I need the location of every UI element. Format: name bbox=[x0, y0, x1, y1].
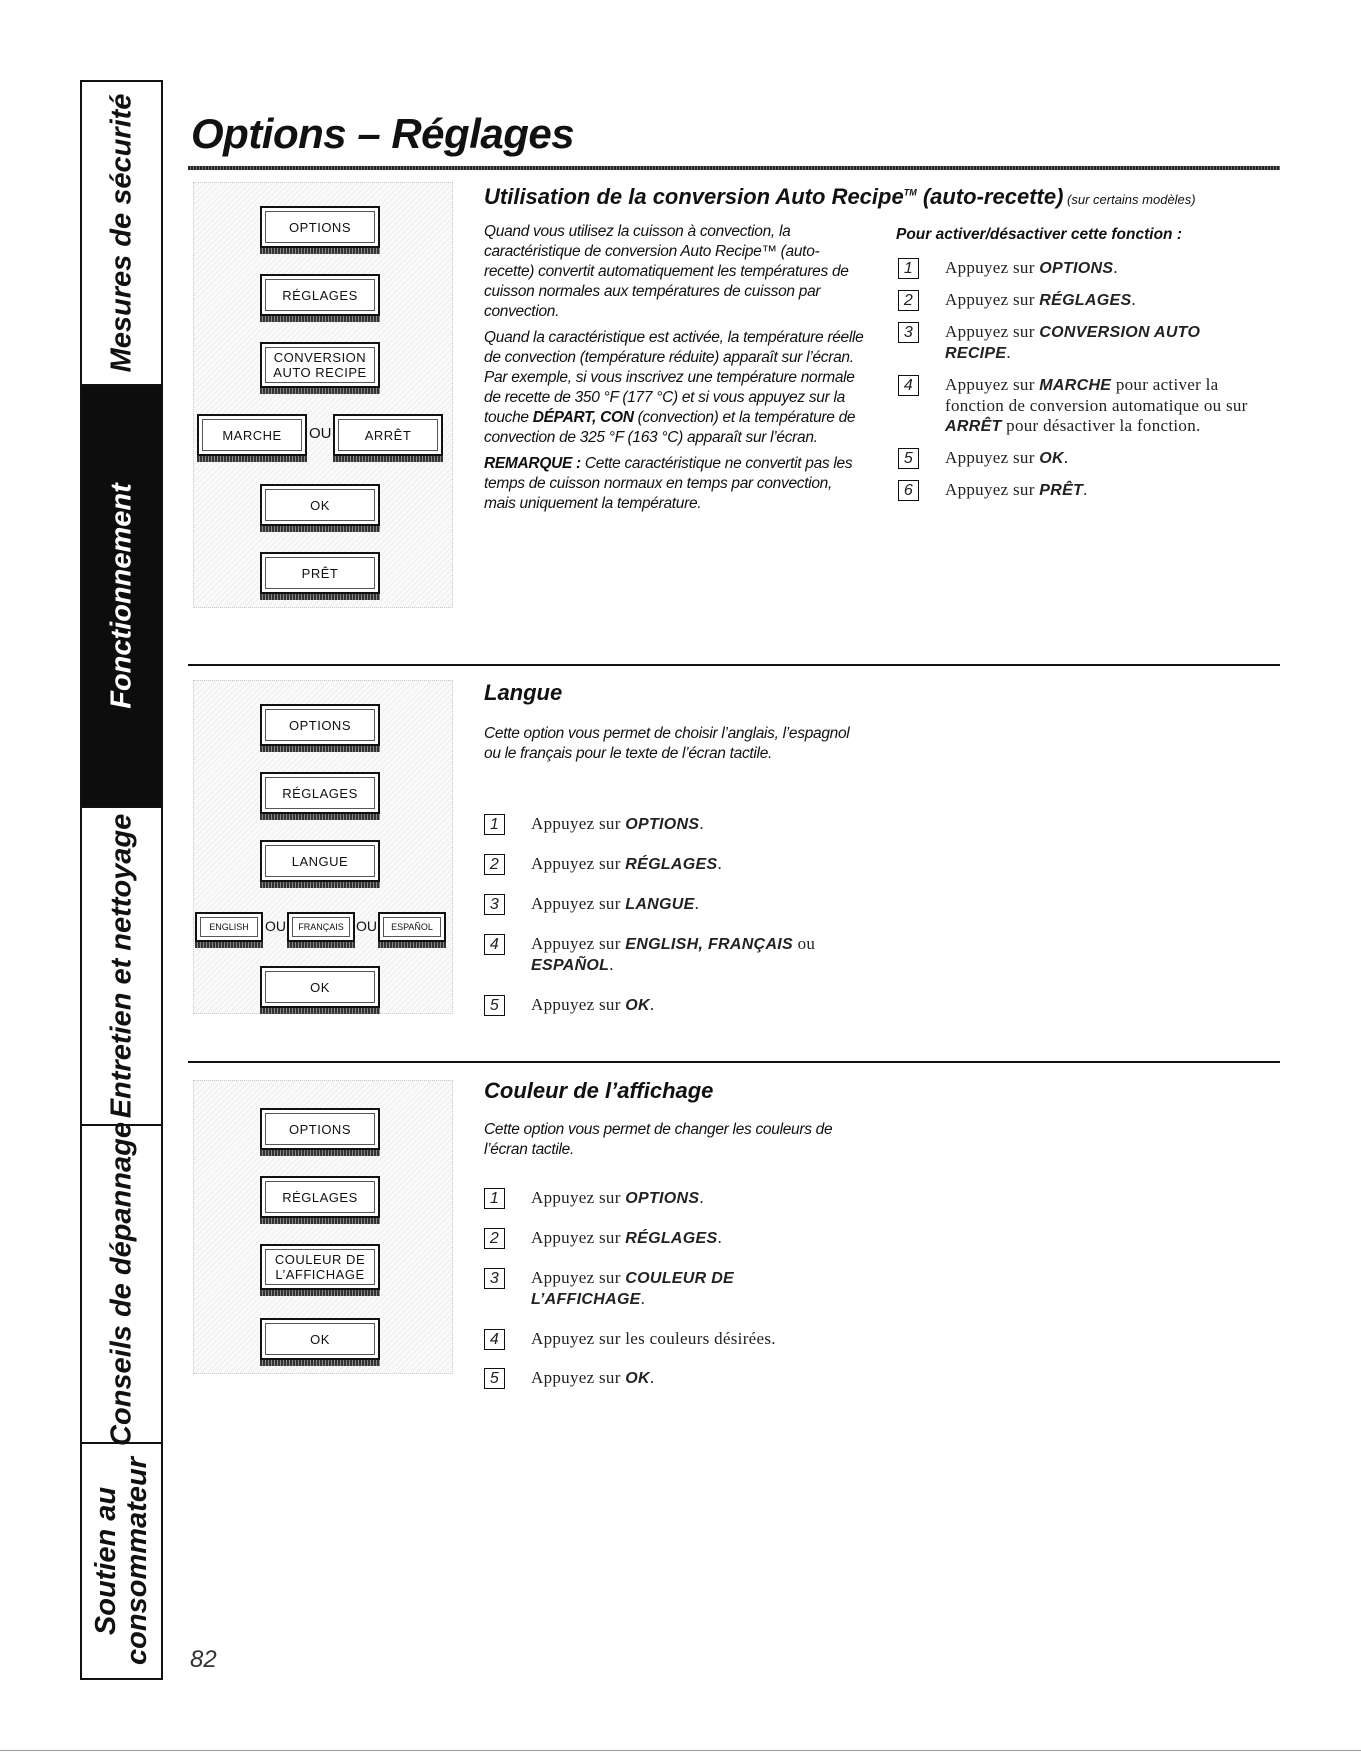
ou-separator: OU bbox=[265, 918, 286, 934]
step bbox=[484, 1368, 904, 1389]
pret-key-label: PRÊT bbox=[301, 565, 339, 581]
ok-key-label: OK bbox=[310, 497, 330, 513]
remark-text: Cette caractéristique ne convertit pas les temps de cuisson normaux en temps par convection, mais uniquement la température. bbox=[484, 455, 853, 512]
step-number: 4 bbox=[484, 1329, 505, 1350]
step-text: Appuyez sur bbox=[945, 322, 1040, 341]
step bbox=[484, 1188, 904, 1209]
section-divider bbox=[188, 664, 1280, 666]
reglages-key-label: RÉGLAGES bbox=[282, 1189, 358, 1205]
tab-label bbox=[91, 1457, 153, 1665]
step-number: 4 bbox=[898, 375, 919, 396]
conversion-auto-recipe-key[interactable] bbox=[260, 342, 380, 388]
marche-key-label: MARCHE bbox=[222, 427, 282, 443]
auto-recipe-heading-rest: (auto-recette) bbox=[916, 184, 1064, 209]
options-key-label: OPTIONS bbox=[288, 717, 351, 733]
step-text-end: . bbox=[1063, 448, 1069, 467]
couleur-description-text: Cette option vous permet de changer les couleurs de l’écran tactile. bbox=[484, 1121, 833, 1158]
step-number: 5 bbox=[484, 995, 505, 1016]
step-text: Appuyez sur bbox=[531, 1228, 626, 1247]
auto-recipe-steps bbox=[898, 258, 1268, 512]
step bbox=[484, 814, 904, 835]
models-note: (sur certains modèles) bbox=[1063, 192, 1196, 207]
title-rule bbox=[188, 166, 1280, 170]
ok-key[interactable] bbox=[260, 484, 380, 526]
step-number: 2 bbox=[484, 854, 505, 875]
auto-recipe-para2 bbox=[484, 328, 864, 448]
options-key[interactable] bbox=[260, 206, 380, 248]
ou-separator: OU bbox=[309, 425, 332, 442]
step-key: ENGLISH, FRANÇAIS bbox=[625, 936, 794, 953]
tab-label-line2: consommateur bbox=[120, 1457, 153, 1665]
step-text-end: . bbox=[699, 814, 704, 833]
langue-description bbox=[484, 724, 864, 770]
step-key: ESPAÑOL bbox=[531, 957, 610, 974]
tab-fonctionnement[interactable] bbox=[82, 386, 161, 808]
step-text-end: . bbox=[717, 1228, 723, 1247]
step bbox=[484, 854, 904, 875]
couleur-steps bbox=[484, 1188, 904, 1408]
couleur-affichage-key[interactable] bbox=[260, 1244, 380, 1290]
step bbox=[484, 995, 904, 1016]
step bbox=[484, 894, 904, 915]
trademark-mark: TM bbox=[903, 187, 917, 198]
options-key[interactable] bbox=[260, 1108, 380, 1150]
options-key-label: OPTIONS bbox=[288, 1121, 351, 1137]
options-key[interactable] bbox=[260, 704, 380, 746]
step-text: Appuyez sur bbox=[531, 1268, 626, 1287]
langue-heading: Langue bbox=[484, 680, 563, 705]
francais-key[interactable] bbox=[287, 912, 355, 942]
couleur-key-label bbox=[275, 1252, 365, 1282]
step-text-end: . bbox=[649, 995, 655, 1014]
auto-recipe-description bbox=[484, 222, 864, 520]
step bbox=[484, 1268, 821, 1310]
step-text-end: . bbox=[1006, 343, 1011, 362]
step-key: CONVERSION AUTO RECIPE bbox=[945, 324, 1201, 362]
key-separator: , bbox=[592, 409, 601, 426]
step-key: OPTIONS bbox=[625, 816, 700, 833]
reglages-key-label: RÉGLAGES bbox=[282, 785, 358, 801]
step-key: OPTIONS bbox=[1039, 260, 1114, 277]
english-key[interactable] bbox=[195, 912, 263, 942]
con-key-ref: CON bbox=[600, 409, 634, 426]
conversion-key-label bbox=[273, 350, 366, 380]
step-number: 2 bbox=[484, 1228, 505, 1249]
step-number: 5 bbox=[898, 448, 919, 469]
step-key: PRÊT bbox=[1039, 482, 1084, 499]
step bbox=[484, 1329, 904, 1349]
step bbox=[898, 448, 1268, 469]
step-key: MARCHE bbox=[1039, 377, 1112, 394]
step-number: 5 bbox=[484, 1368, 505, 1389]
tab-conseils-de-depannage[interactable] bbox=[82, 1122, 161, 1446]
step-text: Appuyez sur les couleurs désirées. bbox=[531, 1329, 776, 1348]
pret-key[interactable] bbox=[260, 552, 380, 594]
langue-key-label: LANGUE bbox=[291, 853, 349, 869]
auto-recipe-para1: Quand vous utilisez la cuisson à convection, la caractéristique de conversion Auto Recipe™ (auto-recette) convertit automatiquement les températures de cuisson normales aux températures de cuisson par convection. bbox=[484, 223, 849, 320]
step-number: 4 bbox=[484, 934, 505, 955]
step-text-mid: pour activer la fonction de conversion automatique ou sur bbox=[945, 375, 1248, 415]
step-text-end: . bbox=[649, 1368, 655, 1387]
english-key-label: ENGLISH bbox=[209, 921, 249, 932]
step-key: OK bbox=[625, 997, 650, 1014]
step-text-end: pour désactiver la fonction. bbox=[1001, 416, 1201, 435]
tab-mesures-de-securite[interactable] bbox=[82, 82, 161, 386]
step-text-end: . bbox=[717, 854, 723, 873]
step-text-end: . bbox=[1131, 290, 1137, 309]
reglages-key-label: RÉGLAGES bbox=[282, 287, 358, 303]
step-number: 3 bbox=[484, 894, 505, 915]
step-text-end: . bbox=[1113, 258, 1118, 277]
step bbox=[898, 322, 1268, 364]
tab-label-line1: Soutien au bbox=[89, 1486, 122, 1636]
para2-text: Quand la caractéristique est activée, la température réelle de convection (température réduite) apparaît sur l’écran. Par exemple, si vous inscrivez une température normale de recette de 350 °F (177 °C) et si vous appuyez sur la touche bbox=[484, 329, 864, 426]
options-key-label: OPTIONS bbox=[288, 219, 351, 235]
tab-label: Mesures de sécurité bbox=[105, 93, 137, 373]
step-text-end: . bbox=[609, 955, 614, 974]
step-number: 6 bbox=[898, 480, 919, 501]
ok-key-label: OK bbox=[310, 1331, 330, 1347]
step-key: RÉGLAGES bbox=[625, 1230, 718, 1247]
step-key: RÉGLAGES bbox=[1039, 292, 1132, 309]
auto-recipe-heading bbox=[484, 184, 1196, 210]
step-text: Appuyez sur bbox=[945, 258, 1040, 277]
step-text: Appuyez sur bbox=[531, 814, 626, 833]
couleur-key-line2: L’AFFICHAGE bbox=[275, 1267, 365, 1282]
ok-key[interactable] bbox=[260, 1318, 380, 1360]
step-number: 3 bbox=[898, 322, 919, 343]
page-title: Options – Réglages bbox=[191, 110, 575, 157]
step-text-end: . bbox=[640, 1289, 646, 1308]
step bbox=[484, 1228, 904, 1249]
page-number: 82 bbox=[190, 1646, 217, 1673]
step-text: Appuyez sur bbox=[945, 375, 1040, 394]
tab-label: Entretien et nettoyage bbox=[105, 813, 137, 1119]
step-text-end: . bbox=[699, 1188, 704, 1207]
langue-description-text: Cette option vous permet de choisir l’anglais, l’espagnol ou le français pour le texte de l’écran tactile. bbox=[484, 725, 850, 762]
couleur-heading: Couleur de l’affichage bbox=[484, 1078, 714, 1103]
step-text: Appuyez sur bbox=[531, 1368, 626, 1387]
step-key: RÉGLAGES bbox=[625, 856, 718, 873]
step-key: LANGUE bbox=[625, 896, 695, 913]
ok-key[interactable] bbox=[260, 966, 380, 1008]
tab-label: Conseils de dépannage bbox=[105, 1122, 137, 1446]
arret-key-label: ARRÊT bbox=[364, 427, 412, 443]
step-text-end: . bbox=[694, 894, 700, 913]
espanol-key-label: ESPAÑOL bbox=[391, 921, 433, 932]
reglages-key[interactable] bbox=[260, 274, 380, 316]
remark bbox=[484, 454, 864, 514]
step-key: OPTIONS bbox=[625, 1190, 700, 1207]
para2-text-end: (convection) et la température de convection de 325 °F (163 °C) apparaît sur l’écran. bbox=[484, 409, 856, 446]
step-text: Appuyez sur bbox=[531, 1188, 626, 1207]
side-tabs bbox=[80, 80, 163, 1680]
espanol-key[interactable] bbox=[378, 912, 446, 942]
step-text: Appuyez sur bbox=[531, 854, 626, 873]
step-text-end: . bbox=[1083, 480, 1088, 499]
couleur-description bbox=[484, 1120, 864, 1166]
francais-key-label: FRANÇAIS bbox=[298, 921, 344, 932]
ou-separator: OU bbox=[356, 918, 377, 934]
step bbox=[484, 934, 871, 976]
step-number: 3 bbox=[484, 1268, 505, 1289]
step-text: Appuyez sur bbox=[531, 995, 626, 1014]
step-text: Appuyez sur bbox=[531, 894, 626, 913]
step-text: Appuyez sur bbox=[945, 290, 1040, 309]
step-text-mid: ou bbox=[793, 934, 816, 953]
step bbox=[898, 290, 1268, 311]
conversion-key-line2: AUTO RECIPE bbox=[273, 365, 367, 380]
remark-label: REMARQUE : bbox=[484, 455, 581, 472]
ok-key-label: OK bbox=[310, 979, 330, 995]
arret-key[interactable] bbox=[333, 414, 443, 456]
step-key: COULEUR DE L’AFFICHAGE bbox=[531, 1270, 735, 1308]
couleur-key-line1: COULEUR DE bbox=[274, 1252, 366, 1267]
step-text: Appuyez sur bbox=[945, 480, 1040, 499]
step-key: OK bbox=[625, 1370, 650, 1387]
step-number: 1 bbox=[484, 814, 505, 835]
depart-key-ref: DÉPART bbox=[532, 409, 593, 426]
step-key: ARRÊT bbox=[945, 418, 1002, 435]
marche-key[interactable] bbox=[197, 414, 307, 456]
step-text: Appuyez sur bbox=[531, 934, 626, 953]
langue-steps bbox=[484, 814, 904, 1035]
step bbox=[898, 258, 1268, 279]
step-text: Appuyez sur bbox=[945, 448, 1040, 467]
tab-label: Fonctionnement bbox=[105, 483, 137, 709]
tab-soutien-au-consommateur[interactable] bbox=[82, 1444, 161, 1678]
tab-entretien-et-nettoyage[interactable] bbox=[82, 808, 161, 1126]
step bbox=[898, 375, 1268, 437]
auto-recipe-heading-text: Utilisation de la conversion Auto Recipe bbox=[484, 184, 904, 209]
reglages-key[interactable] bbox=[260, 1176, 380, 1218]
section-divider bbox=[188, 1061, 1280, 1063]
step-number: 1 bbox=[484, 1188, 505, 1209]
step-number: 1 bbox=[898, 258, 919, 279]
bottom-rule bbox=[0, 1750, 1361, 1751]
langue-key[interactable] bbox=[260, 840, 380, 882]
steps-heading: Pour activer/désactiver cette fonction : bbox=[896, 226, 1182, 243]
conversion-key-line1: CONVERSION bbox=[273, 350, 367, 365]
step-key: OK bbox=[1039, 450, 1064, 467]
reglages-key[interactable] bbox=[260, 772, 380, 814]
step bbox=[898, 480, 1268, 501]
step-number: 2 bbox=[898, 290, 919, 311]
